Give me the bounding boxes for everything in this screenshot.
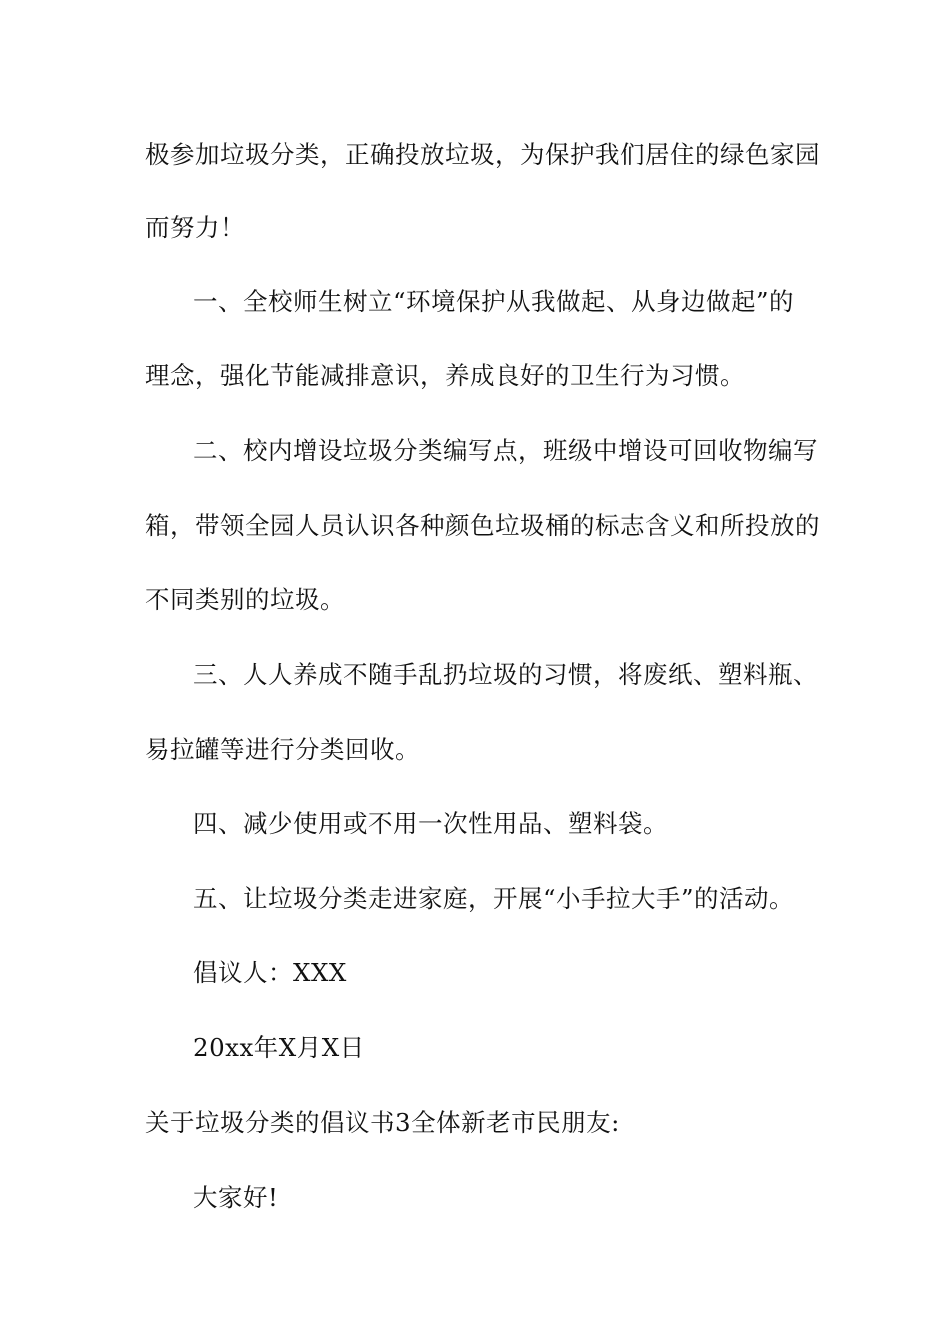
greeting-line: 大家好! <box>193 1183 279 1212</box>
paragraph-line: 四、减少使用或不用一次性用品、塑料袋。 <box>193 809 668 838</box>
paragraph-line: 二、校内增设垃圾分类编写点，班级中增设可回收物编写 <box>193 436 818 465</box>
paragraph-line: 极参加垃圾分类，正确投放垃圾，为保护我们居住的绿色家园 <box>145 140 820 169</box>
signatory-line: 倡议人：XXX <box>193 958 347 987</box>
paragraph-line: 而努力！ <box>145 213 245 242</box>
section-heading: 关于垃圾分类的倡议书3全体新老市民朋友: <box>145 1108 620 1137</box>
paragraph-line: 理念，强化节能减排意识，养成良好的卫生行为习惯。 <box>145 361 745 390</box>
paragraph-line: 易拉罐等进行分类回收。 <box>145 735 420 764</box>
paragraph-line: 三、人人养成不随手乱扔垃圾的习惯，将废纸、塑料瓶、 <box>193 660 818 689</box>
paragraph-line: 不同类别的垃圾。 <box>145 585 345 614</box>
paragraph-line: 一、全校师生树立“环境保护从我做起、从身边做起”的 <box>193 287 795 316</box>
paragraph-line: 箱，带领全园人员认识各种颜色垃圾桶的标志含义和所投放的 <box>145 511 820 540</box>
date-line: 20xx年X月X日 <box>193 1033 365 1062</box>
paragraph-line: 五、让垃圾分类走进家庭，开展“小手拉大手”的活动。 <box>193 884 795 913</box>
